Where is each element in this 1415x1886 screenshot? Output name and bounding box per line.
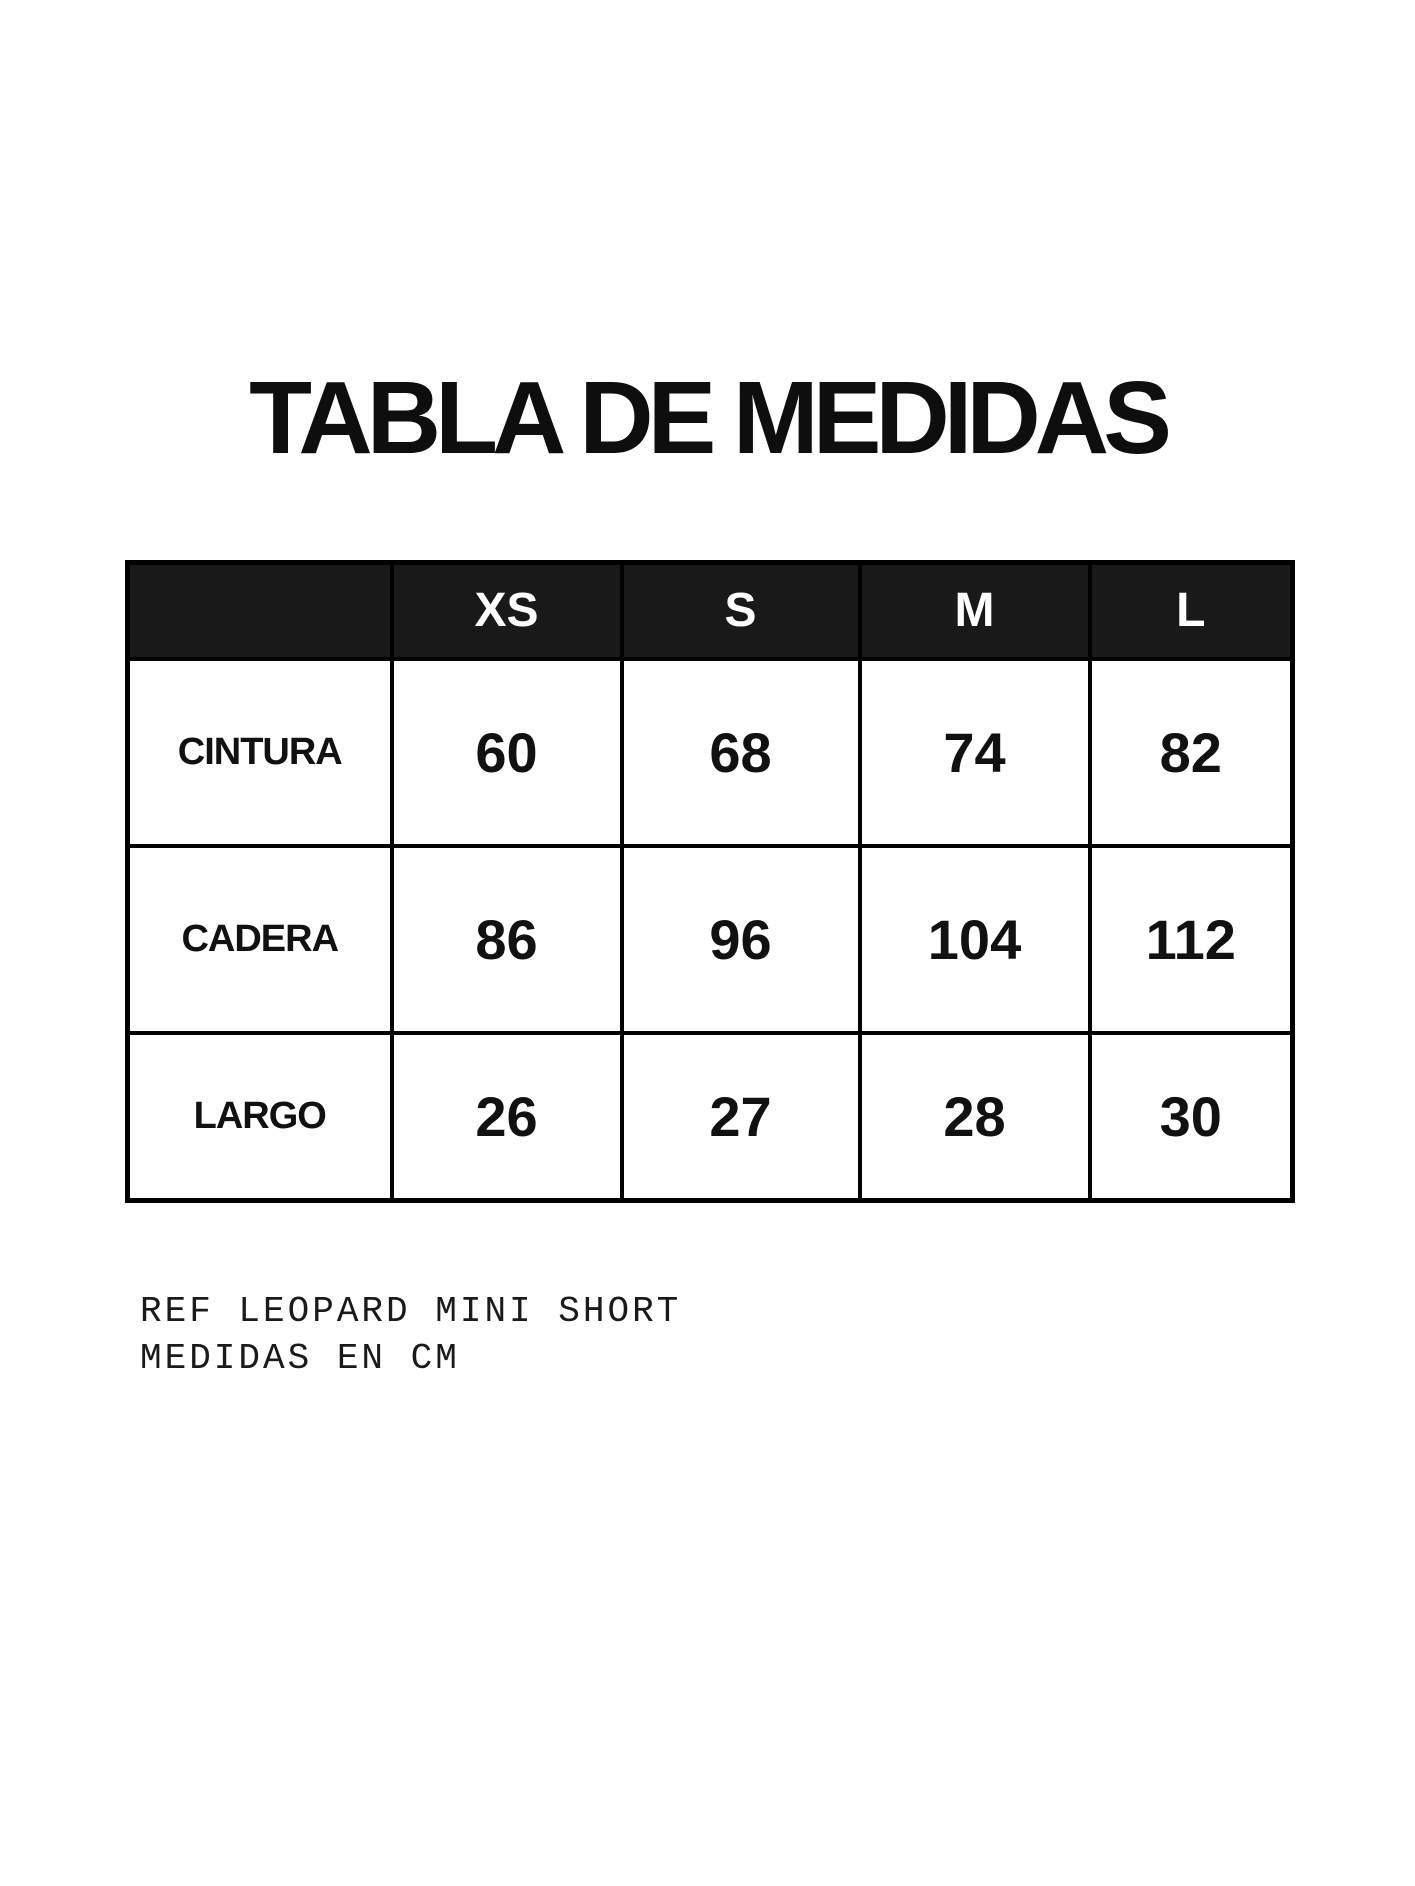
size-header-empty-cell	[128, 563, 392, 659]
size-column-header-l: L	[1090, 563, 1293, 659]
measure-row-label: CADERA	[128, 846, 392, 1033]
size-value-cell: 112	[1090, 846, 1293, 1033]
measure-row-label: CINTURA	[128, 659, 392, 846]
size-value-cell: 27	[622, 1033, 860, 1201]
size-value-cell: 30	[1090, 1033, 1293, 1201]
size-value-cell: 82	[1090, 659, 1293, 846]
units-note: MEDIDAS EN CM	[140, 1338, 460, 1379]
size-value-cell: 26	[392, 1033, 622, 1201]
size-value-cell: 28	[860, 1033, 1090, 1201]
size-column-header-xs: XS	[392, 563, 622, 659]
size-value-cell: 104	[860, 846, 1090, 1033]
table-row-cintura	[128, 659, 1293, 846]
size-value-cell: 60	[392, 659, 622, 846]
footer-notes	[140, 1288, 681, 1382]
size-column-header-s: S	[622, 563, 860, 659]
ref-note: REF LEOPARD MINI SHORT	[140, 1291, 682, 1332]
size-value-cell: 74	[860, 659, 1090, 846]
measure-row-label: LARGO	[128, 1033, 392, 1201]
size-header-row	[128, 563, 1293, 659]
size-value-cell: 68	[622, 659, 860, 846]
size-chart-table	[125, 560, 1295, 1203]
size-value-cell: 96	[622, 846, 860, 1033]
size-value-cell: 86	[392, 846, 622, 1033]
size-column-header-m: M	[860, 563, 1090, 659]
table-row-cadera	[128, 846, 1293, 1033]
page-title: TABLA DE MEDIDAS	[249, 360, 1166, 475]
table-row-largo	[128, 1033, 1293, 1201]
